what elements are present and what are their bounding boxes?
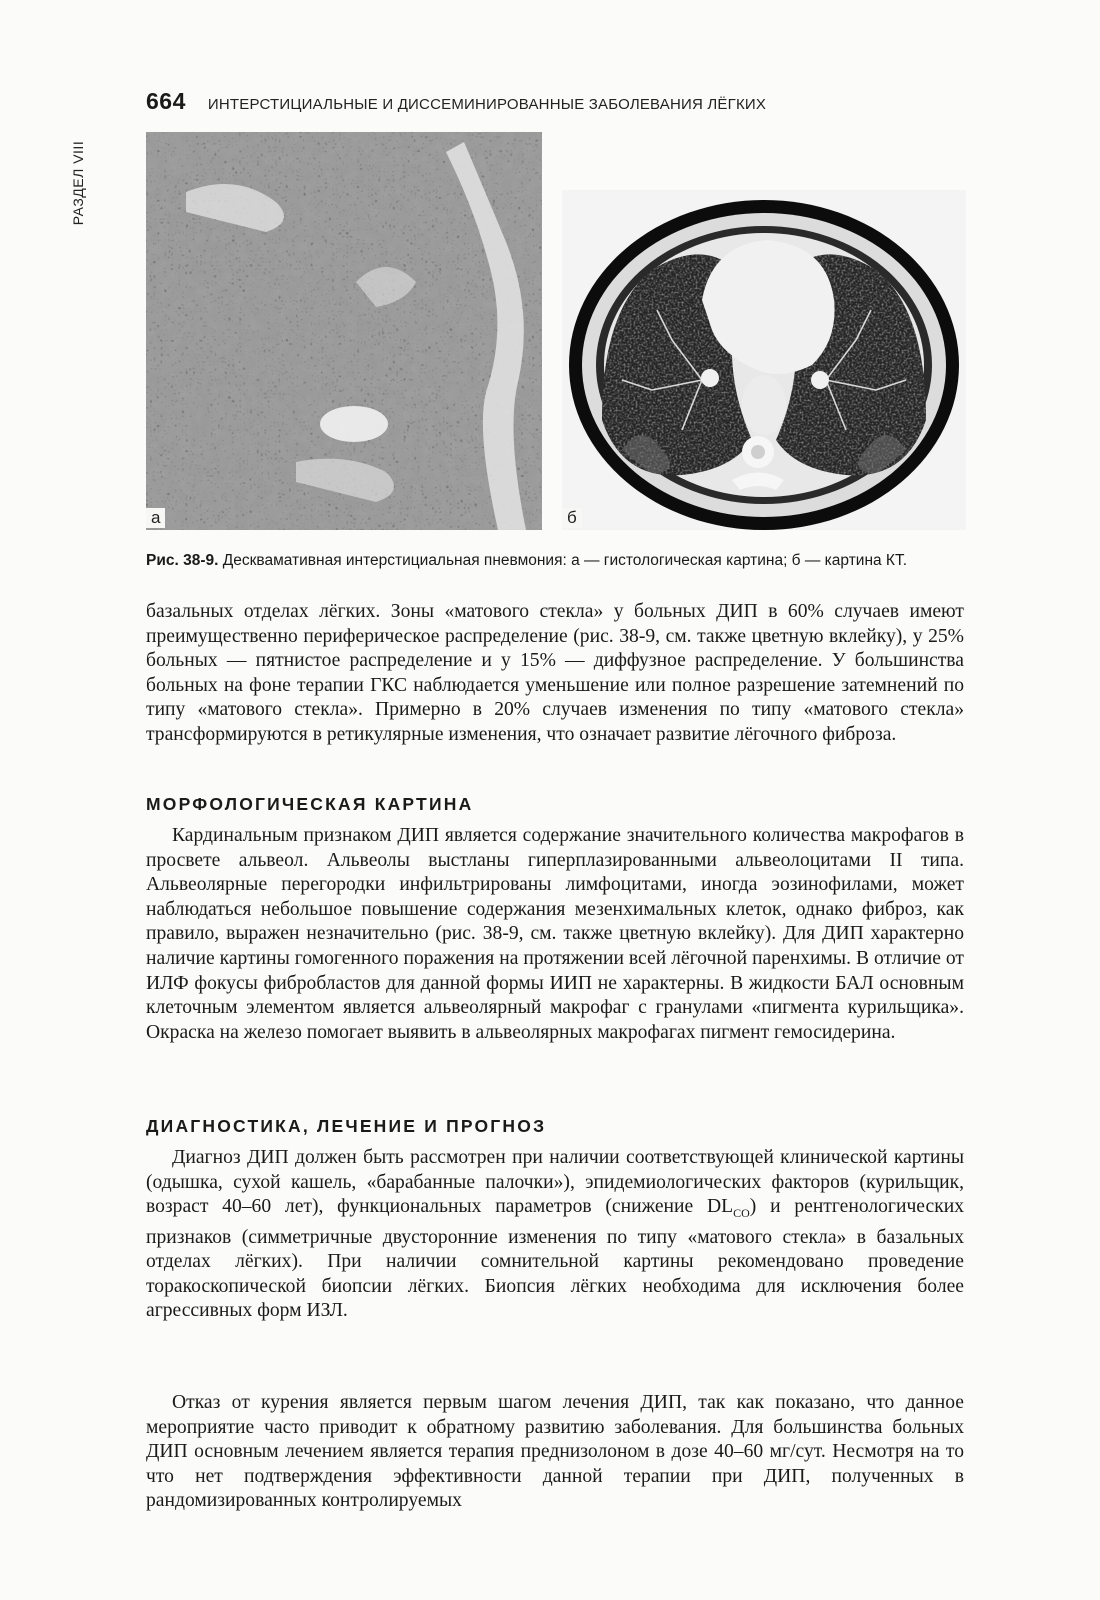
caption-text: Десквамативная интерстициальная пневмония: а — гистологическая картина; б — картина КТ. — [222, 552, 908, 569]
paragraph-4 — [146, 1391, 964, 1514]
paragraph-3-part-2: ) и рентгенологических признаков (симметричные двусторонние изменения по типу «матового стекла» в базальных отделах лёгких). При наличии сомнительной картины рекомендовано проведение торакоскопической биопсии лёгких. Биопсия лёгких необходима для исключения более агрессивных форм ИЗЛ. — [146, 1196, 964, 1322]
heading-morphology: МОРФОЛОГИЧЕСКАЯ КАРТИНА — [146, 794, 474, 814]
paragraph-1 — [146, 600, 964, 748]
section-tab — [58, 128, 98, 238]
ct-image — [562, 190, 966, 530]
figure-caption — [146, 552, 966, 570]
paragraph-2 — [146, 824, 964, 1045]
figure-38-9 — [146, 132, 966, 530]
paragraph-1-text: базальных отделах лёгких. Зоны «матового стекла» у больных ДИП в 60% случаев имеют преимущественно периферическое распределение (рис. 38-9, см. также цветную вклейку), у 25% больных — пятнистое распределение и у 15% — диффузное распределение. У большинства больных на фоне терапии ГКС наблюдается уменьшение или полное разрешение затемнений по типу «матового стекла». Примерно в 20% случаев изменения по типу «матового стекла» трансформируются в ретикулярные изменения, что означает развитие лёгочного фиброза. — [146, 601, 964, 745]
paragraph-3-text — [146, 1146, 964, 1324]
paragraph-3-part-1: Диагноз ДИП должен быть рассмотрен при наличии соответствующей клинической картины (одышка, сухой кашель, «барабанные палочки»), эпидемиологических факторов (курильщик, возраст 40–60 лет), функциональных параметров (снижение DL — [146, 1147, 964, 1218]
ct-scan-picture — [562, 190, 966, 530]
running-title: ИНТЕРСТИЦИАЛЬНЫЕ И ДИССЕМИНИРОВАННЫЕ ЗАБОЛЕВАНИЯ ЛЁГКИХ — [207, 96, 767, 113]
panel-b-label: б — [562, 508, 582, 528]
paragraph-2-text: Кардинальным признаком ДИП является содержание значительного количества макрофагов в просвете альвеол. Альвеолы выстланы гиперплазированными альвеолоцитами II типа. Альвеолярные перегородки инфильтрированы лимфоцитами, иногда эозинофилами, может наблюдаться небольшое повышение содержания мезенхимальных клеток, однако фиброз, как правило, выражен незначительно (рис. 38-9, см. также цветную вклейку). Для ДИП характерно наличие картины гомогенного поражения на протяжении всей лёгочной паренхимы. В отличие от ИЛФ фокусы фибробластов для данной формы ИИП не характерны. В жидкости БАЛ основным клеточным элементом является альвеолярный макрофаг с гранулами «пигмента курильщика». Окраска на железо помогает выявить в альвеолярных макрофагах пигмент гемосидерина. — [146, 825, 964, 1043]
histology-picture — [146, 132, 542, 530]
caption-lead: Рис. 38-9. — [146, 552, 219, 569]
histology-image — [146, 132, 542, 530]
heading-diagnostics: ДИАГНОСТИКА, ЛЕЧЕНИЕ И ПРОГНОЗ — [146, 1116, 547, 1136]
page-number: 664 — [146, 88, 186, 114]
paragraph-4-text: Отказ от курения является первым шагом лечения ДИП, так как показано, что данное мероприятие часто приводит к обратному развитию заболевания. Для большинства больных ДИП основным лечением является терапия преднизолоном в дозе 40–60 мг/сут. Несмотря на то что нет подтверждения эффективности данной терапии при ДИП, полученных в рандомизированных контролируемых — [146, 1392, 964, 1512]
running-header — [146, 88, 966, 115]
section-tab-label: РАЗДЕЛ VIII — [70, 140, 87, 226]
paragraph-3 — [146, 1146, 964, 1324]
dlco-subscript: CO — [733, 1206, 750, 1221]
panel-a-label: а — [146, 508, 165, 528]
